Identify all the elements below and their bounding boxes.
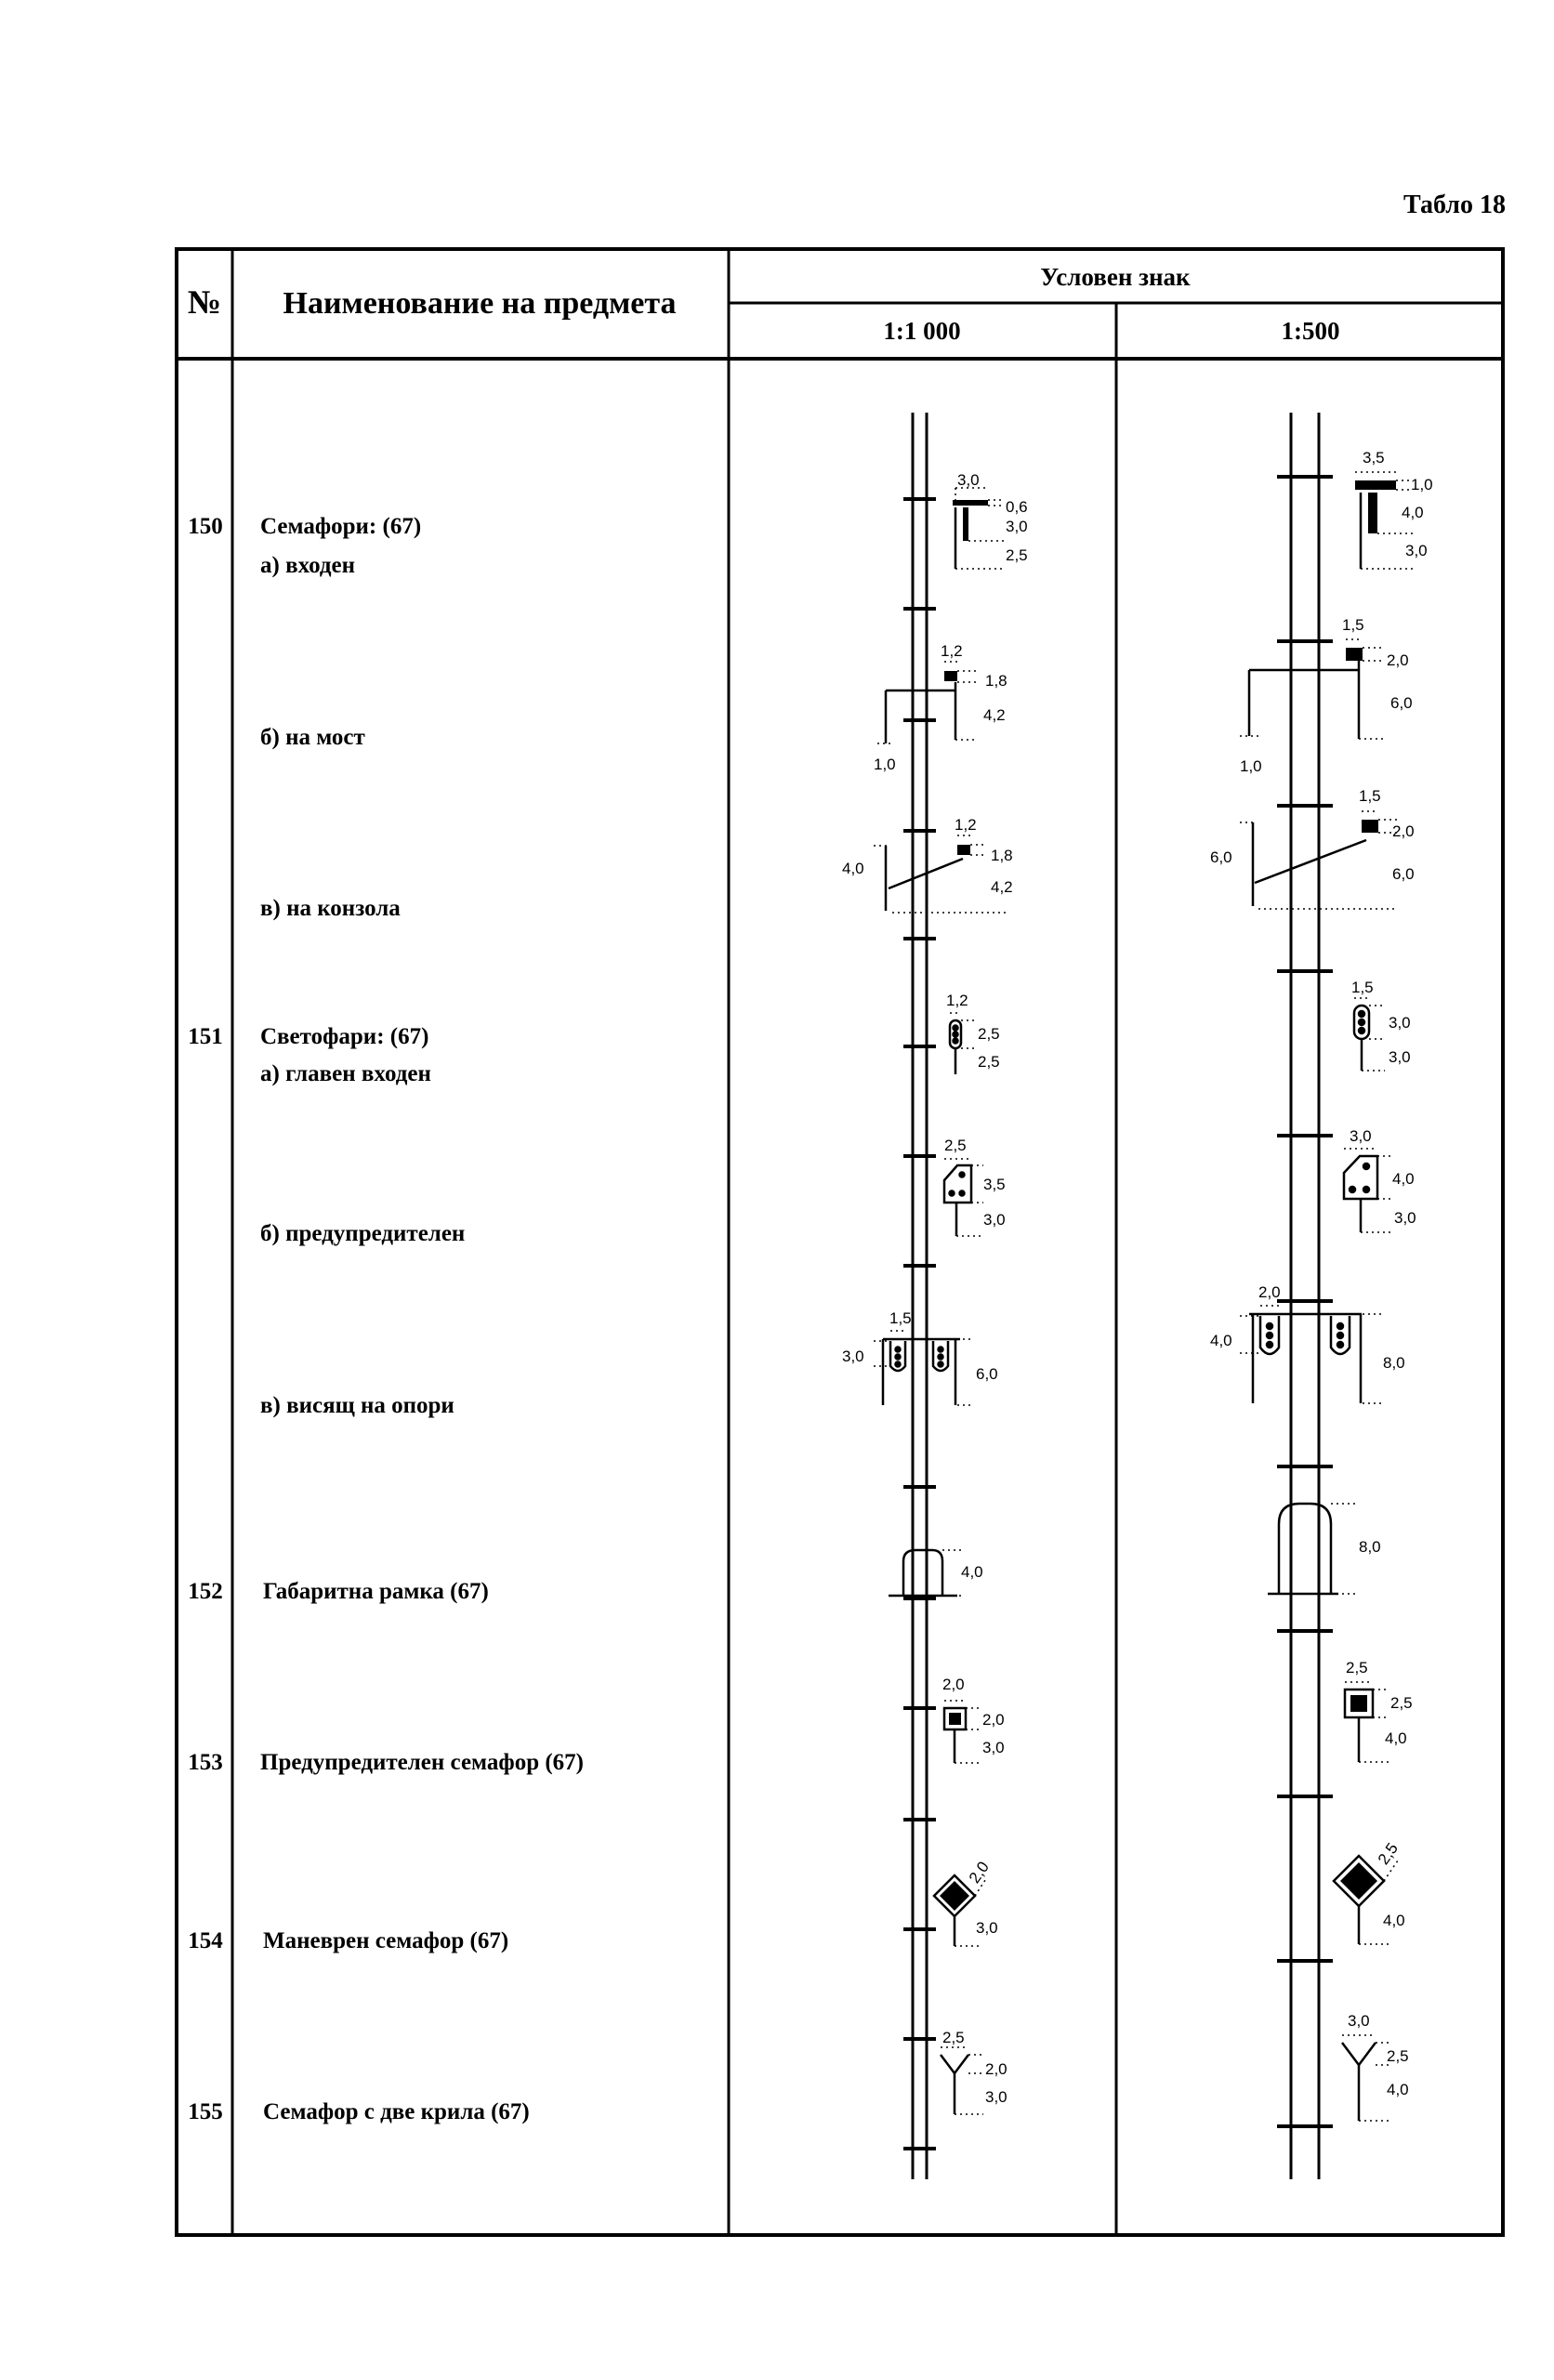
- entry-semaphore-symbol: [1355, 480, 1396, 569]
- dimension-label: 2,5: [1346, 1659, 1368, 1677]
- row-number: 151: [188, 1024, 223, 1049]
- dimension-label: 8,0: [1383, 1354, 1405, 1372]
- dimension-label: 2,5: [978, 1053, 1000, 1071]
- dimension-label: 6,0: [1392, 865, 1415, 883]
- dimension-label: 1,2: [941, 642, 963, 660]
- dimension-label: 3,5: [983, 1176, 1006, 1193]
- shunting-semaphore-symbol: [1334, 1856, 1384, 1944]
- dimension-label: 2,5: [1390, 1694, 1413, 1712]
- dimension-label: 6,0: [1210, 848, 1232, 866]
- row-label: б) предупредителен: [260, 1221, 466, 1246]
- dimension-label: 3,0: [957, 471, 980, 489]
- dimension-label: 4,0: [961, 1563, 983, 1581]
- console-semaphore-symbol: [1253, 820, 1378, 906]
- row-number: 155: [188, 2099, 223, 2124]
- clearance-frame-symbol: [1268, 1504, 1338, 1594]
- dimension-label: 2,0: [1387, 651, 1409, 669]
- header-sign: Условен знак: [1040, 263, 1191, 291]
- warning-light-symbol: [1344, 1156, 1377, 1232]
- row-label: б) на мост: [260, 725, 365, 750]
- bridge-semaphore-symbol: [886, 671, 957, 743]
- warning-light-symbol: [944, 1165, 971, 1236]
- row-label: Маневрен семафор (67): [263, 1928, 509, 1953]
- main-entry-light-symbol: [950, 1020, 961, 1074]
- row-number: 150: [188, 514, 223, 539]
- dimension-label: 3,0: [1405, 542, 1428, 559]
- dimension-label: 3,5: [1363, 449, 1385, 467]
- two-wing-semaphore-symbol: [941, 2055, 968, 2114]
- bridge-semaphore-symbol: [1249, 648, 1363, 739]
- dimension-label: 4,0: [842, 860, 864, 877]
- entry-semaphore-symbol: [953, 500, 988, 569]
- row-label: Светофари: (67): [260, 1024, 429, 1049]
- dimension-label: 1,8: [991, 847, 1013, 864]
- dimension-label: 1,2: [946, 992, 968, 1009]
- row-label: в) на конзола: [260, 896, 401, 921]
- dimension-label: 2,5: [1387, 2047, 1409, 2065]
- two-wing-semaphore-symbol: [1342, 2043, 1376, 2121]
- row-labels: [188, 514, 584, 2124]
- row-label: а) главен входен: [260, 1061, 431, 1086]
- dimension-label: 2,0: [982, 1711, 1005, 1729]
- dimension-label: 2,5: [944, 1137, 967, 1154]
- row-number: 153: [188, 1750, 223, 1775]
- dimension-label: 3,0: [982, 1739, 1005, 1756]
- dimension-label: 0,6: [1006, 498, 1028, 516]
- dimension-label: 3,0: [983, 1211, 1006, 1229]
- row-label: а) входен: [260, 553, 356, 578]
- dimension-labels-scale-1000: [842, 471, 1028, 2106]
- header-no: №: [187, 283, 222, 321]
- dimension-label: 2,0: [1258, 1283, 1281, 1301]
- dimension-label: 1,0: [874, 756, 896, 773]
- row-number: 152: [188, 1579, 223, 1604]
- dimension-label: 2,5: [942, 2029, 965, 2046]
- warning-semaphore-symbol: [944, 1708, 966, 1763]
- row-label: Семафори: (67): [260, 514, 422, 539]
- dimension-label: 2,5: [978, 1025, 1000, 1043]
- warning-semaphore-symbol: [1345, 1690, 1373, 1762]
- row-label: Предупредителен семафор (67): [260, 1750, 584, 1775]
- dimension-label: 2,5: [1374, 1839, 1402, 1868]
- row-number: 154: [188, 1928, 223, 1953]
- dimension-label: 1,2: [955, 816, 977, 834]
- row-label: Семафор с две крила (67): [263, 2099, 530, 2124]
- dimension-label: 4,0: [1392, 1170, 1415, 1188]
- dimension-label: 3,0: [1389, 1048, 1411, 1066]
- table-label: Табло 18: [1403, 191, 1506, 219]
- track-ties: [1277, 477, 1333, 2126]
- dimension-label: 4,0: [1387, 2081, 1409, 2098]
- dimension-label: 6,0: [976, 1365, 998, 1383]
- dimension-label: 3,0: [842, 1348, 864, 1365]
- dimension-label: 3,0: [1394, 1209, 1416, 1227]
- row-label: Габаритна рамка (67): [263, 1579, 489, 1604]
- header-scale-1000: 1:1 000: [883, 317, 961, 345]
- dimension-label: 1,8: [985, 672, 1007, 690]
- shunting-semaphore-symbol: [934, 1875, 975, 1946]
- dimension-label: 4,0: [1402, 504, 1424, 521]
- dimension-label: 1,5: [1342, 616, 1364, 634]
- dimension-label: 2,0: [985, 2060, 1007, 2078]
- dimension-label: 6,0: [1390, 694, 1413, 712]
- dimension-label: 1,5: [1351, 979, 1374, 996]
- dimension-label: 2,0: [965, 1858, 993, 1887]
- hanging-light-symbol: [1249, 1314, 1362, 1403]
- dimension-label: 2,5: [1006, 546, 1028, 564]
- dimension-label: 3,0: [985, 2088, 1007, 2106]
- dimension-label: 4,2: [983, 706, 1006, 724]
- dimension-label: 2,0: [942, 1676, 965, 1693]
- dimension-label: 3,0: [1350, 1127, 1372, 1145]
- dimension-label: 4,0: [1385, 1729, 1407, 1747]
- dimension-label: 4,2: [991, 878, 1013, 896]
- main-entry-light-symbol: [1354, 1006, 1369, 1071]
- dimension-labels-scale-500: [1210, 449, 1433, 2098]
- header-name: Наименование на предмета: [283, 286, 677, 321]
- dimension-label: 1,0: [1240, 757, 1262, 775]
- dimension-label: 3,0: [1348, 2012, 1370, 2030]
- dimension-label: 1,5: [889, 1309, 912, 1327]
- dimension-label: 3,0: [1389, 1014, 1411, 1032]
- hanging-light-symbol: [883, 1339, 960, 1405]
- dimension-label: 4,0: [1210, 1332, 1232, 1349]
- dimension-label: 2,0: [1392, 822, 1415, 840]
- dimension-label: 4,0: [1383, 1912, 1405, 1929]
- dimension-label: 1,0: [1411, 476, 1433, 493]
- dimension-label: 8,0: [1359, 1538, 1381, 1556]
- dimension-label: 1,5: [1359, 787, 1381, 805]
- header-scale-500: 1:500: [1281, 317, 1340, 345]
- dimension-label: 3,0: [1006, 518, 1028, 535]
- dimension-label: 3,0: [976, 1919, 998, 1937]
- clearance-frame-symbol: [889, 1550, 957, 1596]
- row-label: в) висящ на опори: [260, 1393, 454, 1418]
